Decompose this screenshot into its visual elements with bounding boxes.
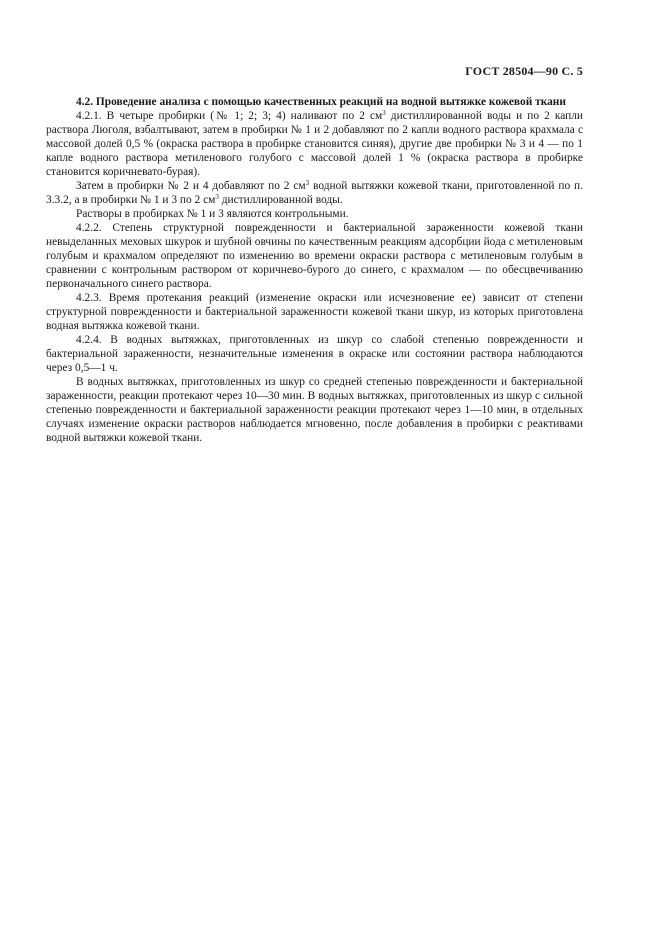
paragraph-4-2-2: 4.2.2. Степень структурной поврежденности и бактериальной зараженности кожевой ткани невыделанных меховых шкурок и шубной овчины по качественным реакциям адсорбции йода с метиленовым голубым и крахмалом определяют по изменению во времени окраски раствора с метиленовым голубым в сравнении с контрольным раствором от коричнево-бурого до синего, с крахмалом — по обесцвечиванию первоначального синего раствора. xyxy=(46,222,583,290)
paragraph-then xyxy=(46,179,583,207)
section-content xyxy=(46,95,583,445)
superscript: 3 xyxy=(215,193,219,201)
page-header: ГОСТ 28504—90 С. 5 xyxy=(465,64,583,78)
paragraph-text: дистиллированной воды и по 2 капли раствора Люголя, взбалтывают, затем в пробирки № 1 и 2 добавляют по 2 капли водного раствора крахмала с массовой долей 0,5 % (окраска раствора в пробирке становится синяя), другие две пробирки № 3 и 4 — по 1 капле водного раствора метиленового голубого с массовой долей 1 % (окраска раствора в пробирке становится коричневато-бурая). xyxy=(46,110,583,178)
paragraph-control: Растворы в пробирках № 1 и 3 являются контрольными. xyxy=(76,208,349,220)
paragraph-text: водной вытяжки кожевой ткани, приготовленной по п. 3.3.2, а в пробирки № 1 и 3 по 2 см xyxy=(46,180,583,206)
superscript: 3 xyxy=(305,179,310,187)
section-heading: 4.2. Проведение анализа с помощью качественных реакций на водной вытяжке кожевой ткани xyxy=(76,96,566,108)
superscript: 3 xyxy=(382,109,386,117)
paragraph-4-2-1 xyxy=(46,109,583,179)
paragraph-text: дистиллированной воды. xyxy=(218,194,343,206)
paragraph-4-2-3: 4.2.3. Время протекания реакций (изменение окраски или исчезновение ее) зависит от степени структурной поврежденности и бактериальной зараженности кожевой ткани шкур, из которых приготовлена водная вытяжка кожевой ткани. xyxy=(46,292,583,332)
paragraph-text: 4.2.1. В четыре пробирки (№ 1; 2; 3; 4) наливают по 2 см xyxy=(76,110,383,122)
paragraph-4-2-4: 4.2.4. В водных вытяжках, приготовленных из шкур со слабой степенью поврежденности и бактериальной зараженности, незначительные изменения в окраске или состоянии раствора наблюдаются через 0,5—1 ч. xyxy=(46,334,583,374)
paragraph-medium-strong: В водных вытяжках, приготовленных из шкур со средней степенью поврежденности и бактериальной зараженности, реакции протекают через 10—30 мин. В водных вытяжках, приготовленных из шкур с сильной степенью поврежденности и бактериальной зараженности реакции протекают через 1—10 мин, в отдельных случаях изменение окраски растворов наблюдается мгновенно, после добавления в пробирки с реактивами водной вытяжки кожевой ткани. xyxy=(46,376,583,444)
paragraph-text: Затем в пробирки № 2 и 4 добавляют по 2 см xyxy=(76,180,306,192)
